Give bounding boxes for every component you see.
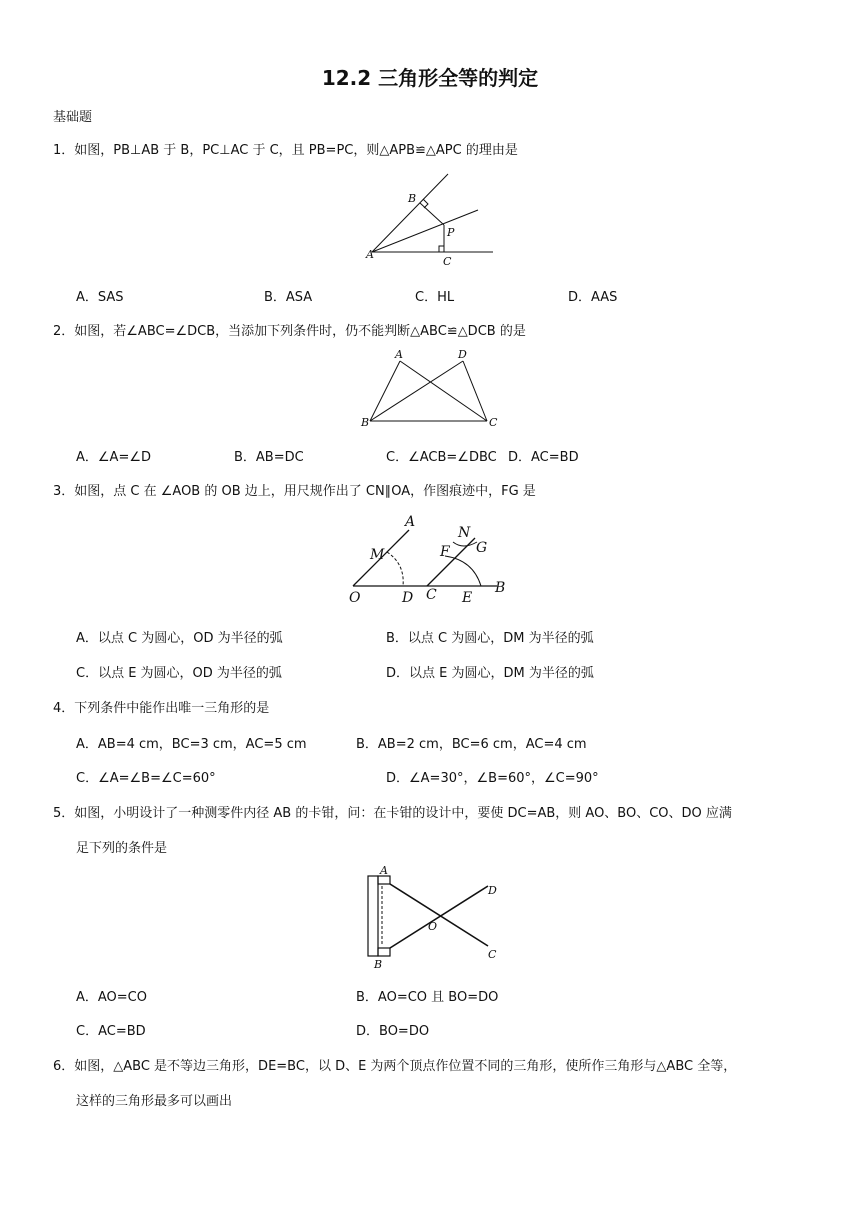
q1-option-d: D．AAS <box>568 290 618 305</box>
q3-label-o: O <box>349 590 361 606</box>
q2-option-d: D．AC=BD <box>508 450 579 465</box>
question-2-text: 2．如图，若∠ABC=∠DCB，当添加下列条件时，仍不能判断△ABC≌△DCB 的是 <box>53 324 526 339</box>
q3-option-a: A．以点 C 为圆心，OD 为半径的弧 <box>76 631 283 646</box>
q2-label-a: A <box>395 348 403 361</box>
question-5-text-line-1: 5．如图，小明设计了一种测零件内径 AB 的卡钳，问：在卡钳的设计中，要使 DC=AB，则 AO、BO、CO、DO 应满 <box>53 806 732 821</box>
q4-option-c: C．∠A=∠B=∠C=60° <box>76 771 216 786</box>
q4-option-a: A．AB=4 cm，BC=3 cm，AC=5 cm <box>76 737 307 752</box>
question-5-figure <box>360 862 510 974</box>
q5-option-b: B．AO=CO 且 BO=DO <box>356 990 499 1005</box>
question-3-text: 3．如图，点 C 在 ∠AOB 的 OB 边上，用尺规作出了 CN∥OA，作图痕迹中，FG 是 <box>53 484 536 499</box>
q2-option-b: B．AB=DC <box>234 450 304 465</box>
question-3-figure <box>345 512 520 607</box>
q1-label-p: P <box>447 226 455 239</box>
q1-option-b: B．ASA <box>264 290 313 305</box>
q5-option-c: C．AC=BD <box>76 1024 146 1039</box>
q3-option-d: D．以点 E 为圆心，DM 为半径的弧 <box>386 666 594 681</box>
q4-option-d: D．∠A=30°，∠B=60°，∠C=90° <box>386 771 599 786</box>
q5-label-a: A <box>380 864 388 877</box>
q2-label-b: B <box>361 416 370 429</box>
q3-label-n: N <box>458 525 471 541</box>
q5-label-b: B <box>374 958 383 971</box>
q1-label-b: B <box>408 192 417 205</box>
q3-label-e: E <box>462 590 473 606</box>
q2-label-d: D <box>458 348 467 361</box>
q5-option-d: D．BO=DO <box>356 1024 430 1039</box>
question-4-text: 4．下列条件中能作出唯一三角形的是 <box>53 701 270 716</box>
q2-option-c: C．∠ACB=∠DBC <box>386 450 497 465</box>
question-2-figure <box>360 348 510 430</box>
q5-label-o: O <box>428 920 438 933</box>
q5-option-a: A．AO=CO <box>76 990 147 1005</box>
q1-option-a: A．SAS <box>76 290 124 305</box>
q3-label-f: F <box>440 544 450 560</box>
q1-option-c: C．HL <box>415 290 455 305</box>
q3-label-g: G <box>476 540 488 556</box>
section-heading: 基础题 <box>53 110 93 125</box>
q3-label-a: A <box>405 514 416 530</box>
q1-label-c: C <box>443 255 452 268</box>
q5-label-d: D <box>488 884 497 897</box>
q3-label-m: M <box>370 547 385 563</box>
question-6-text-line-1: 6．如图，△ABC 是不等边三角形，DE=BC，以 D、E 为两个顶点作位置不同的三角形，使所作三角形与△ABC 全等， <box>53 1059 737 1074</box>
q4-option-b: B．AB=2 cm，BC=6 cm，AC=4 cm <box>356 737 587 752</box>
q3-label-b: B <box>495 580 506 596</box>
q3-label-d: D <box>402 590 414 606</box>
question-1-figure <box>360 168 500 268</box>
q2-label-c: C <box>489 416 498 429</box>
q3-label-c: C <box>426 587 437 603</box>
q3-option-c: C．以点 E 为圆心，OD 为半径的弧 <box>76 666 282 681</box>
question-1-text: 1．如图，PB⊥AB 于 B，PC⊥AC 于 C，且 PB=PC，则△APB≌△APC 的理由是 <box>53 143 518 158</box>
question-5-text-line-2: 足下列的条件是 <box>76 841 168 856</box>
q5-label-c: C <box>488 948 497 961</box>
q3-option-b: B．以点 C 为圆心，DM 为半径的弧 <box>386 631 594 646</box>
question-6-text-line-2: 这样的三角形最多可以画出 <box>76 1094 233 1109</box>
q2-option-a: A．∠A=∠D <box>76 450 151 465</box>
q1-label-a: A <box>366 248 374 261</box>
page-title: 12.2 三角形全等的判定 <box>321 66 539 90</box>
